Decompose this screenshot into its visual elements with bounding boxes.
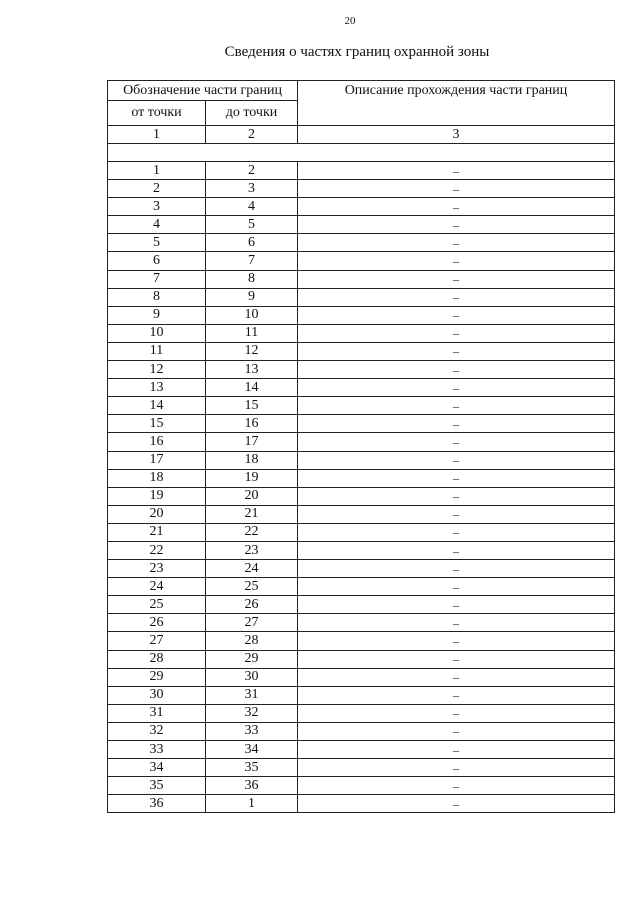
description-cell: – [298, 523, 615, 541]
table-row [108, 686, 615, 704]
to-point-cell: 10 [206, 306, 298, 324]
description-cell: – [298, 415, 615, 433]
header-description: Описание прохождения части границ [298, 81, 615, 126]
table-row [108, 433, 615, 451]
description-cell: – [298, 288, 615, 306]
description-cell: – [298, 270, 615, 288]
table-row [108, 469, 615, 487]
table-row [108, 198, 615, 216]
description-cell: – [298, 487, 615, 505]
table-row [108, 270, 615, 288]
description-cell: – [298, 198, 615, 216]
from-point-cell: 4 [108, 216, 206, 234]
to-point-cell: 9 [206, 288, 298, 306]
to-point-cell: 23 [206, 541, 298, 559]
from-point-cell: 3 [108, 198, 206, 216]
table-row [108, 234, 615, 252]
description-cell: – [298, 306, 615, 324]
table-row [108, 777, 615, 795]
description-cell: – [298, 252, 615, 270]
to-point-cell: 8 [206, 270, 298, 288]
from-point-cell: 36 [108, 795, 206, 813]
table-row [108, 324, 615, 342]
to-point-cell: 7 [206, 252, 298, 270]
description-cell: – [298, 397, 615, 415]
from-point-cell: 11 [108, 342, 206, 360]
to-point-cell: 2 [206, 162, 298, 180]
column-number-row [108, 126, 615, 144]
from-point-cell: 27 [108, 632, 206, 650]
from-point-cell: 24 [108, 578, 206, 596]
from-point-cell: 8 [108, 288, 206, 306]
to-point-cell: 26 [206, 596, 298, 614]
table-row [108, 415, 615, 433]
description-cell: – [298, 469, 615, 487]
table-row [108, 578, 615, 596]
description-cell: – [298, 180, 615, 198]
from-point-cell: 28 [108, 650, 206, 668]
description-cell: – [298, 541, 615, 559]
from-point-cell: 15 [108, 415, 206, 433]
header-to-point: до точки [206, 101, 298, 126]
from-point-cell: 2 [108, 180, 206, 198]
from-point-cell: 29 [108, 668, 206, 686]
table-row [108, 252, 615, 270]
boundary-parts-table [107, 80, 615, 813]
to-point-cell: 18 [206, 451, 298, 469]
description-cell: – [298, 650, 615, 668]
from-point-cell: 21 [108, 523, 206, 541]
description-cell: – [298, 505, 615, 523]
description-cell: – [298, 741, 615, 759]
from-point-cell: 17 [108, 451, 206, 469]
table-row [108, 216, 615, 234]
to-point-cell: 3 [206, 180, 298, 198]
table-row [108, 632, 615, 650]
from-point-cell: 5 [108, 234, 206, 252]
to-point-cell: 34 [206, 741, 298, 759]
page-title: Сведения о частях границ охранной зоны [224, 44, 490, 60]
to-point-cell: 20 [206, 487, 298, 505]
from-point-cell: 6 [108, 252, 206, 270]
table-row [108, 541, 615, 559]
table-row [108, 650, 615, 668]
description-cell: – [298, 234, 615, 252]
to-point-cell: 32 [206, 704, 298, 722]
table-row [108, 614, 615, 632]
table-row [108, 795, 615, 813]
table-row [108, 397, 615, 415]
column-number: 3 [298, 126, 615, 144]
description-cell: – [298, 560, 615, 578]
to-point-cell: 13 [206, 361, 298, 379]
to-point-cell: 24 [206, 560, 298, 578]
description-cell: – [298, 324, 615, 342]
to-point-cell: 1 [206, 795, 298, 813]
description-cell: – [298, 361, 615, 379]
to-point-cell: 5 [206, 216, 298, 234]
from-point-cell: 10 [108, 324, 206, 342]
description-cell: – [298, 342, 615, 360]
from-point-cell: 7 [108, 270, 206, 288]
to-point-cell: 17 [206, 433, 298, 451]
blank-cell [108, 144, 615, 162]
table-row [108, 704, 615, 722]
to-point-cell: 31 [206, 686, 298, 704]
to-point-cell: 29 [206, 650, 298, 668]
table-row [108, 505, 615, 523]
table-row [108, 306, 615, 324]
table-row [108, 361, 615, 379]
table-row [108, 722, 615, 740]
from-point-cell: 30 [108, 686, 206, 704]
from-point-cell: 20 [108, 505, 206, 523]
table-row [108, 668, 615, 686]
table-row [108, 487, 615, 505]
from-point-cell: 22 [108, 541, 206, 559]
to-point-cell: 28 [206, 632, 298, 650]
to-point-cell: 33 [206, 722, 298, 740]
description-cell: – [298, 596, 615, 614]
header-group-label: Обозначение части границ [108, 81, 298, 101]
description-cell: – [298, 632, 615, 650]
description-cell: – [298, 451, 615, 469]
table-row [108, 288, 615, 306]
table-row [108, 560, 615, 578]
table-row [108, 451, 615, 469]
to-point-cell: 27 [206, 614, 298, 632]
from-point-cell: 32 [108, 722, 206, 740]
to-point-cell: 19 [206, 469, 298, 487]
description-cell: – [298, 704, 615, 722]
from-point-cell: 23 [108, 560, 206, 578]
from-point-cell: 12 [108, 361, 206, 379]
description-cell: – [298, 668, 615, 686]
to-point-cell: 30 [206, 668, 298, 686]
to-point-cell: 4 [206, 198, 298, 216]
from-point-cell: 9 [108, 306, 206, 324]
description-cell: – [298, 433, 615, 451]
table-row [108, 342, 615, 360]
column-number: 2 [206, 126, 298, 144]
to-point-cell: 36 [206, 777, 298, 795]
to-point-cell: 6 [206, 234, 298, 252]
from-point-cell: 33 [108, 741, 206, 759]
description-cell: – [298, 759, 615, 777]
table-row [108, 162, 615, 180]
to-point-cell: 11 [206, 324, 298, 342]
from-point-cell: 1 [108, 162, 206, 180]
table-row [108, 180, 615, 198]
from-point-cell: 25 [108, 596, 206, 614]
to-point-cell: 12 [206, 342, 298, 360]
to-point-cell: 22 [206, 523, 298, 541]
to-point-cell: 21 [206, 505, 298, 523]
from-point-cell: 34 [108, 759, 206, 777]
to-point-cell: 15 [206, 397, 298, 415]
page-number: 20 [344, 15, 356, 27]
from-point-cell: 18 [108, 469, 206, 487]
to-point-cell: 35 [206, 759, 298, 777]
from-point-cell: 26 [108, 614, 206, 632]
header-from-point: от точки [108, 101, 206, 126]
from-point-cell: 13 [108, 379, 206, 397]
description-cell: – [298, 686, 615, 704]
blank-row [108, 144, 615, 162]
table-row [108, 741, 615, 759]
table-row [108, 523, 615, 541]
description-cell: – [298, 722, 615, 740]
description-cell: – [298, 162, 615, 180]
from-point-cell: 16 [108, 433, 206, 451]
from-point-cell: 19 [108, 487, 206, 505]
table-row [108, 759, 615, 777]
description-cell: – [298, 578, 615, 596]
description-cell: – [298, 777, 615, 795]
from-point-cell: 35 [108, 777, 206, 795]
from-point-cell: 14 [108, 397, 206, 415]
description-cell: – [298, 614, 615, 632]
table-row [108, 596, 615, 614]
column-number: 1 [108, 126, 206, 144]
description-cell: – [298, 795, 615, 813]
table-row [108, 379, 615, 397]
header-row-1 [108, 81, 615, 101]
to-point-cell: 14 [206, 379, 298, 397]
description-cell: – [298, 379, 615, 397]
to-point-cell: 16 [206, 415, 298, 433]
description-cell: – [298, 216, 615, 234]
to-point-cell: 25 [206, 578, 298, 596]
from-point-cell: 31 [108, 704, 206, 722]
